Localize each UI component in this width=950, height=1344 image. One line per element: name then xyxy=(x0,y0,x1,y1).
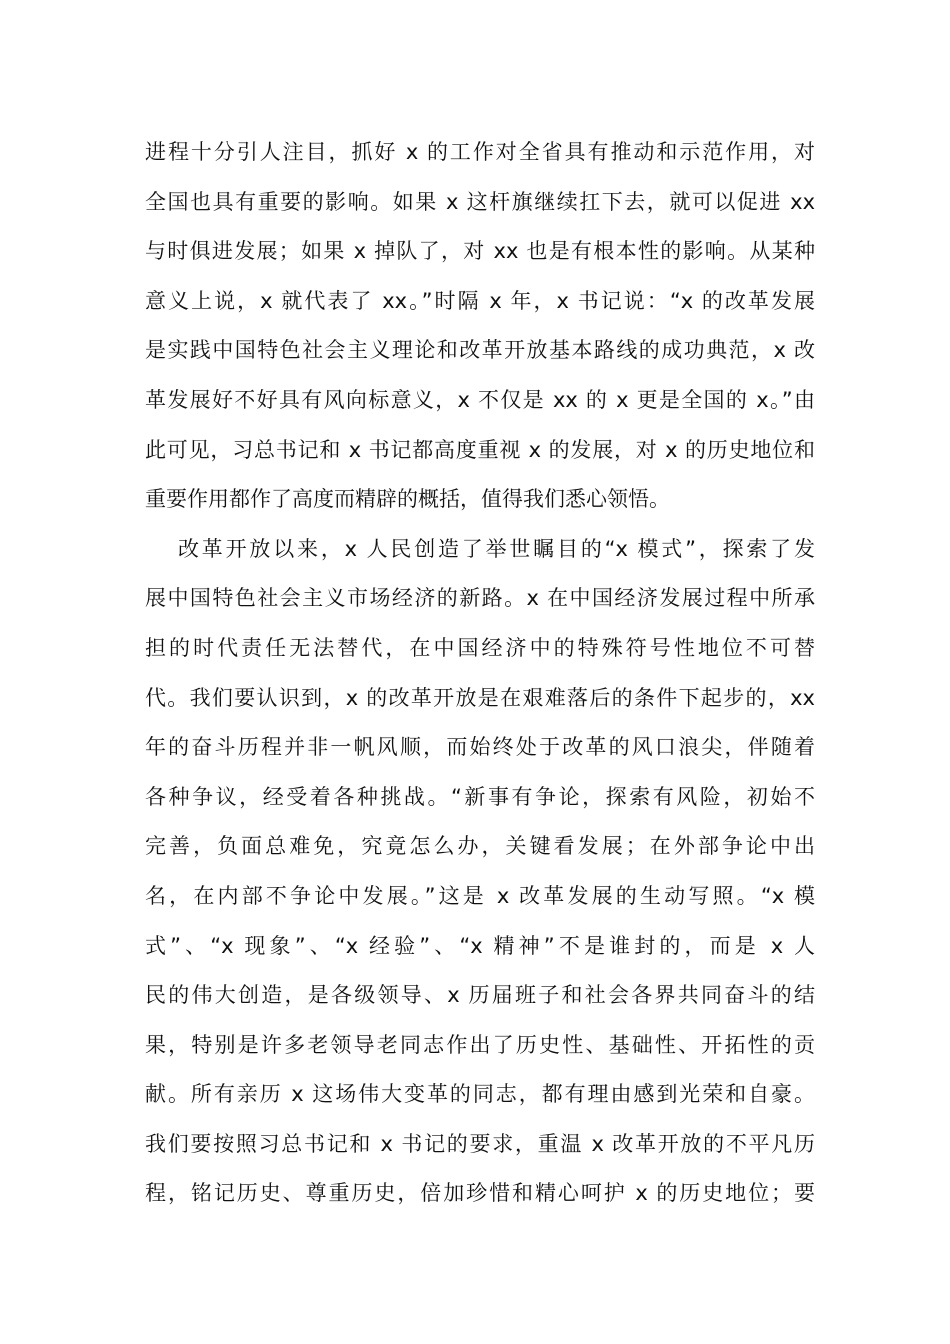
text-line: 代。我们要认识到，x 的改革开放是在艰难落后的条件下起步的，xx xyxy=(145,685,815,710)
text-line: 意义上说，x 就代表了 xx。”时隔 x 年，x 书记说：“x 的改革发展 xyxy=(145,288,815,313)
text-line: 名，在内部不争论中发展。”这是 x 改革发展的生动写照。“x 模 xyxy=(145,883,815,908)
text-line: 担的时代责任无法替代，在中国经济中的特殊符号性地位不可替 xyxy=(145,635,815,660)
text-line: 献。所有亲历 x 这场伟大变革的同志，都有理由感到光荣和自豪。 xyxy=(145,1082,815,1107)
text-line: 年的奋斗历程并非一帆风顺，而始终处于改革的风口浪尖，伴随着 xyxy=(145,735,815,760)
text-line: 是实践中国特色社会主义理论和改革开放基本路线的成功典范，x 改 xyxy=(145,338,815,363)
text-line: 此可见，习总书记和 x 书记都高度重视 x 的发展，对 x 的历史地位和 xyxy=(145,437,815,462)
paragraph-first-line: 改革开放以来，x 人民创造了举世瞩目的“x 模式”，探索了发 xyxy=(178,536,815,561)
text-line: 进程十分引人注目，抓好 x 的工作对全省具有推动和示范作用，对 xyxy=(145,140,815,164)
text-line: 程，铭记历史、尊重历史，倍加珍惜和精心呵护 x 的历史地位；要 xyxy=(145,1181,815,1206)
text-line: 全国也具有重要的影响。如果 x 这杆旗继续扛下去，就可以促进 xx xyxy=(145,189,815,214)
text-line: 革发展好不好具有风向标意义，x 不仅是 xx 的 x 更是全国的 x。”由 xyxy=(145,387,815,412)
text-line: 与时俱进发展；如果 x 掉队了，对 xx 也是有根本性的影响。从某种 xyxy=(145,239,815,264)
body-text xyxy=(145,128,815,1219)
text-line: 我们要按照习总书记和 x 书记的要求，重温 x 改革开放的不平凡历 xyxy=(145,1131,815,1156)
text-line: 重要作用都作了高度而精辟的概括，值得我们悉心领悟。 xyxy=(145,487,670,512)
text-line: 式”、“x 现象”、“x 经验”、“x 精神”不是谁封的，而是 x 人 xyxy=(145,933,815,958)
text-line: 民的伟大创造，是各级领导、x 历届班子和社会各界共同奋斗的结 xyxy=(145,983,815,1008)
text-line: 展中国特色社会主义市场经济的新路。x 在中国经济发展过程中所承 xyxy=(145,586,815,611)
text-line: 各种争议，经受着各种挑战。“新事有争论，探索有风险，初始不 xyxy=(145,784,815,809)
text-line: 完善，负面总难免，究竟怎么办，关键看发展；在外部争论中出 xyxy=(145,834,815,859)
text-line: 果，特别是许多老领导老同志作出了历史性、基础性、开拓性的贡 xyxy=(145,1032,815,1057)
